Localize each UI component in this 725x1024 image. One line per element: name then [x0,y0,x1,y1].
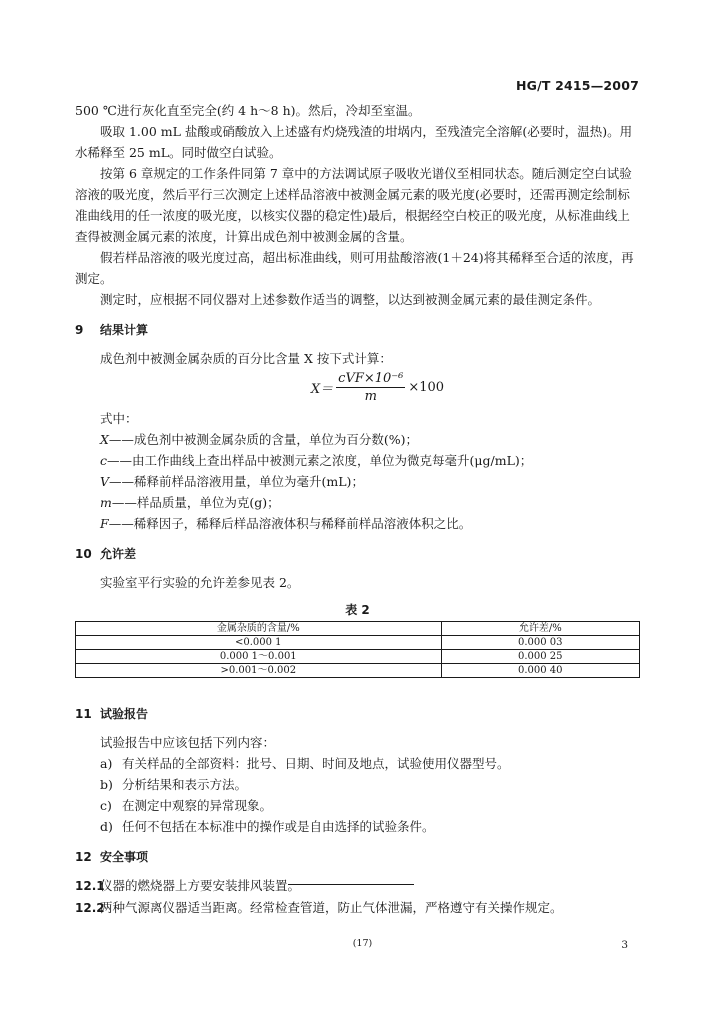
column-header: 金属杂质的含量/% [76,622,442,636]
list-label: a) [100,756,113,771]
safety-clauses [75,875,640,919]
where-label: 式中： [100,411,138,426]
definition-item [100,513,640,534]
section-number: 11 [75,707,92,721]
paragraph: 吸取 1.00 mL 盐酸或硝酸放入上述盛有灼烧残渣的坩埚内，至残渣完全溶解(必要时，温热)。用水稀释至 25 mL。同时做空白试验。 [75,124,633,160]
document-body [75,100,640,919]
list-text: 分析结果和表示方法。 [122,777,248,792]
clause-item [75,897,640,919]
definition-symbol: X [100,432,109,447]
definition-symbol: c [100,453,108,468]
formula-intro: 成色剂中被测金属杂质的百分比含量 X 按下式计算： [100,351,392,366]
list-text: 在测定中观察的异常现象。 [122,798,273,813]
report-intro: 试验报告中应该包括下列内容： [100,735,276,750]
paragraph: 测定时，应根据不同仪器对上述参数作适当的调整，以达到被测金属元素的最佳测定条件。 [100,292,601,307]
list-item [100,774,640,795]
definition-text: ——稀释前样品溶液用量，单位为毫升(mL)； [109,474,364,489]
definition-item [100,450,640,471]
clause-number: 12.2 [75,901,105,915]
table-row [76,650,640,664]
section-heading-12 [75,847,640,867]
clause-number: 12.1 [75,879,105,893]
definition-text: ——样品质量，单位为克(g)； [111,495,280,510]
section-title: 允许差 [100,547,137,561]
tolerance-table [75,621,640,678]
definition-text: ——稀释因子，稀释后样品溶液体积与稀释前样品溶液体积之比。 [108,516,472,531]
formula-numerator: cVF×10⁻⁶ [338,371,404,386]
footer-sequence-number: (17) [352,938,373,949]
definition-item [100,471,640,492]
symbol-definitions [75,429,640,534]
clause-text: 仪器的燃烧器上方要安装排风装置。 [100,878,301,893]
list-label: b) [100,777,113,792]
definition-symbol: m [100,495,112,510]
table-cell: 0.000 1～0.001 [76,650,442,664]
list-label: d) [100,819,113,834]
table-cell: >0.001～0.002 [76,664,442,678]
section-title: 结果计算 [100,323,149,337]
clause-text: 两种气源离仪器适当距离。经常检查管道，防止气体泄漏，严格遵守有关操作规定。 [100,900,563,915]
definition-text: ——由工作曲线上查出样品中被测元素之浓度，单位为微克每毫升(μg/mL)； [107,453,533,468]
table-cell: <0.000 1 [76,636,442,650]
definition-text: ——成色剂中被测金属杂质的含量，单位为百分数(%)； [108,432,419,447]
paragraph: 500 ℃进行灰化直至完全(约 4 h～8 h)。然后，冷却至室温。 [75,103,421,118]
definition-item [100,429,640,450]
end-rule-divider [288,884,414,885]
table-cell: 0.000 25 [441,650,639,664]
formula-lhs: X＝ [310,382,334,397]
table-row [76,636,640,650]
section-number: 9 [75,323,84,337]
section-number: 12 [75,850,92,864]
table-reference: 实验室平行实验的允许差参见表 2。 [100,575,300,590]
definition-symbol: F [100,516,109,531]
list-item [100,795,640,816]
list-text: 任何不包括在本标准中的操作或是自由选择的试验条件。 [122,819,435,834]
list-item [100,753,640,774]
table-title: 表 2 [345,603,370,617]
definition-item [100,492,640,513]
formula-rhs: ×100 [408,380,445,395]
table-cell: 0.000 40 [441,664,639,678]
page-number: 3 [621,939,628,951]
section-title: 试验报告 [100,707,149,721]
paragraph: 假若样品溶液的吸光度过高，超出标准曲线，则可用盐酸溶液(1＋24)将其稀释至合适的浓度，再测定。 [75,250,634,286]
report-items [75,753,640,837]
list-label: c) [100,798,112,813]
table-row [76,664,640,678]
section-number: 10 [75,547,92,561]
section-title: 安全事项 [100,850,149,864]
paragraph: 按第 6 章规定的工作条件同第 7 章中的方法调试原子吸收光谱仪至相同状态。随后测定空白试验溶液的吸光度，然后平行三次测定上述样品溶液中被测金属元素的吸光度(必要时，还需再测定绘制标准曲线用的任一浓度的吸光度，以核实仪器的稳定性)最后，根据经空白校正的吸光度，从标准曲线上查得被测金属元素的浓度，计算出成色剂中被测金属的含量。 [75,166,632,244]
section-heading-10 [75,544,640,564]
column-header: 允许差/% [441,622,639,636]
table-cell: 0.000 03 [441,636,639,650]
clause-item [75,875,640,897]
formula [115,371,640,404]
formula-denominator: m [364,389,377,404]
section-heading-11 [75,704,640,724]
standard-code-header: HG/T 2415—2007 [515,78,639,93]
formula-fraction [336,371,405,404]
section-heading-9 [75,320,640,340]
definition-symbol: V [100,474,110,489]
table-header-row [76,622,640,636]
list-text: 有关样品的全部资料：批号、日期、时间及地点，试验使用仪器型号。 [122,756,510,771]
list-item [100,816,640,837]
